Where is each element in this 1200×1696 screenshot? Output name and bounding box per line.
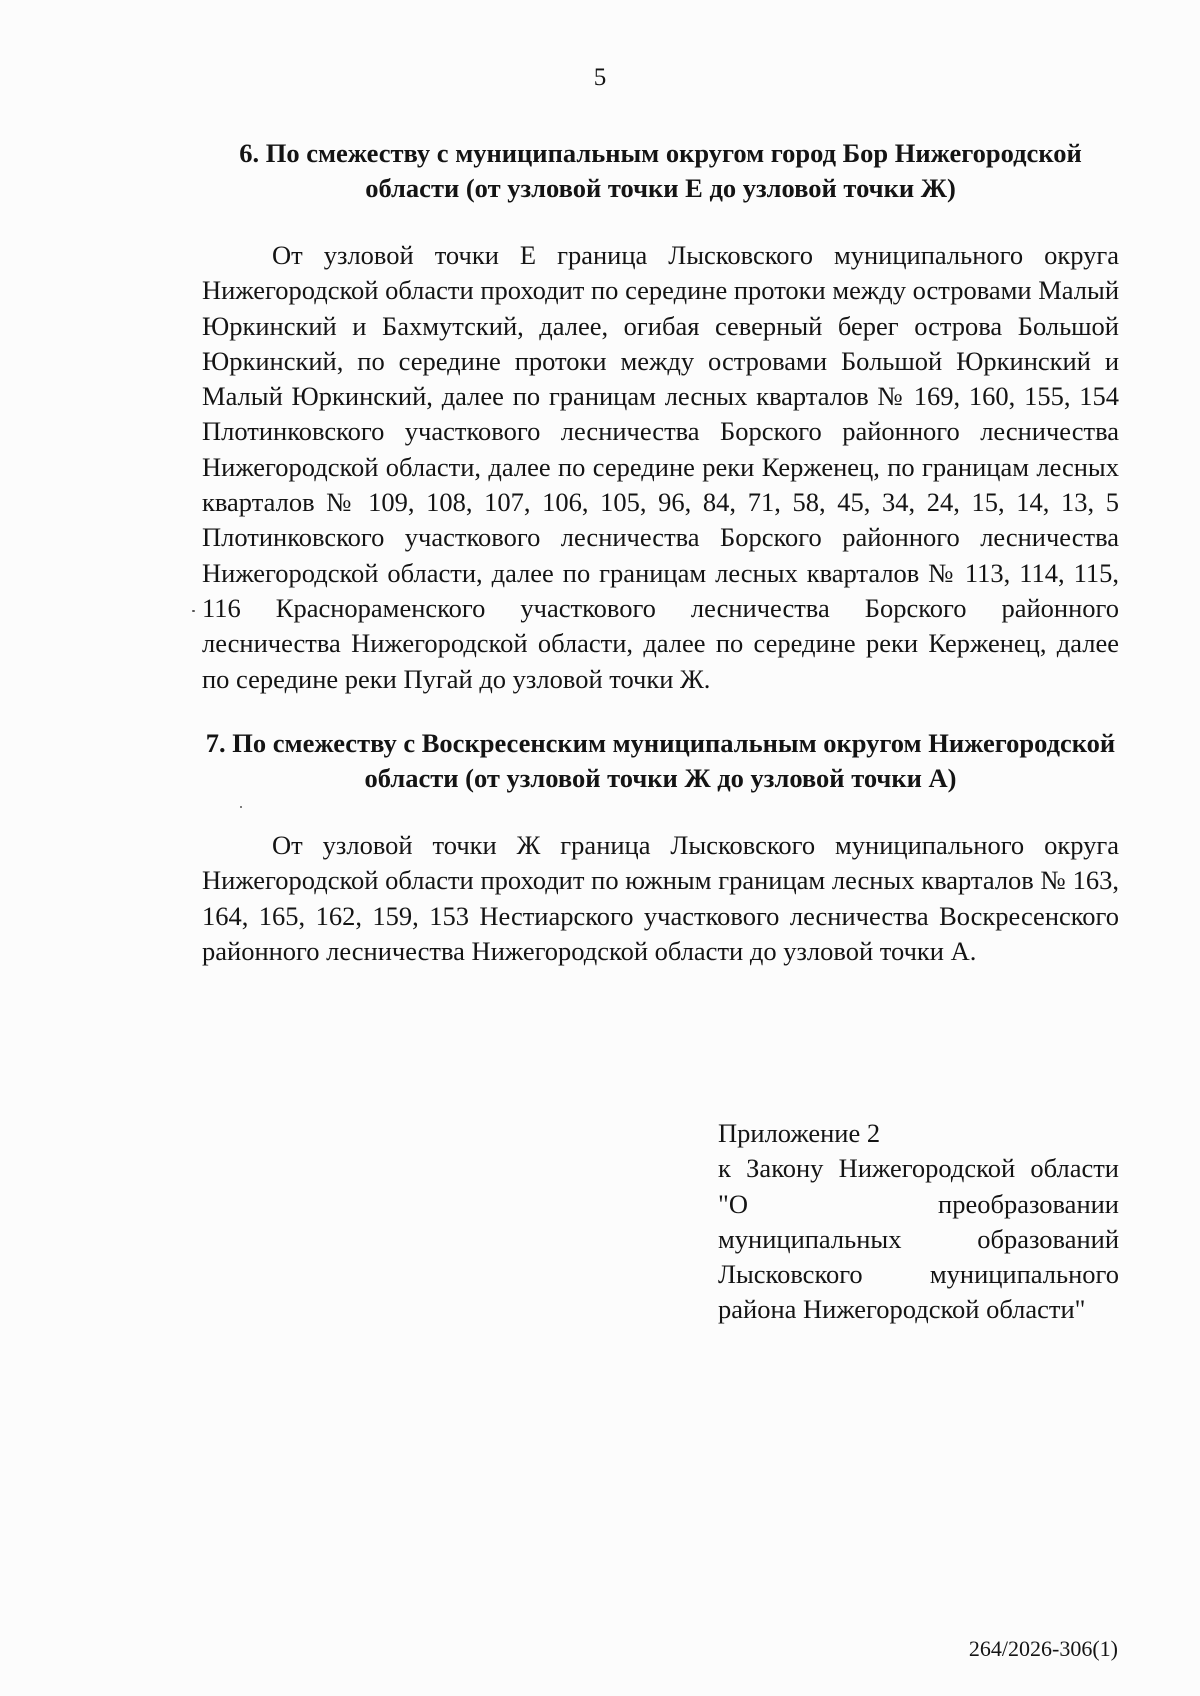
appendix-title: Приложение 2: [718, 1118, 881, 1148]
scan-speck: [240, 806, 242, 808]
page-number: 5: [593, 64, 607, 91]
section-6-body: От узловой точки Е граница Лысковского муниципального округа Нижегородской области проходит по середине протоки между островами Малый Юркинский и Бахмутский, далее, огибая северный берег острова Большой Юркинский, по середине протоки между островами Большой Юркинский и Малый Юркинский, далее по границам лесных кварталов № 169, 160, 155, 154 Плотинковского участкового лесничества Борского районного лесничества Нижегородской области, далее по середине реки Керженец, по границам лесных кварталов № 109, 108, 107, 106, 105, 96, 84, 71, 58, 45, 34, 24, 15, 14, 13, 5 Плотинковского участкового лесничества Борского районного лесничества Нижегородской области, далее по границам лесных кварталов № 113, 114, 115, 116 Краснораменского участкового лесничества Борского районного лесничества Нижегородской области, далее по середине реки Керженец, далее по середине реки Пугай до узловой точки Ж.: [202, 240, 1119, 694]
appendix-block: [718, 1116, 1119, 1328]
section-6-heading: 6. По смежеству с муниципальным округом город Бор Нижегородской области (от узловой точки Е до узловой точки Ж): [239, 138, 1082, 203]
appendix-text: к Закону Нижегородской области "О преобразовании муниципальных образований Лысковского муниципального района Нижегородской области": [718, 1153, 1119, 1325]
section-7-heading: 7. По смежеству с Воскресенским муниципальным округом Нижегородской области (от узловой точки Ж до узловой точки А): [205, 728, 1116, 793]
scan-speck: [192, 610, 195, 612]
document-code: 264/2026-306(1): [968, 1636, 1118, 1661]
section-7-body: От узловой точки Ж граница Лысковского муниципального округа Нижегородской области проходит по южным границам лесных кварталов № 163, 164, 165, 162, 159, 153 Нестиарского участкового лесничества Воскресенского районного лесничества Нижегородской области до узловой точки А.: [202, 830, 1119, 966]
